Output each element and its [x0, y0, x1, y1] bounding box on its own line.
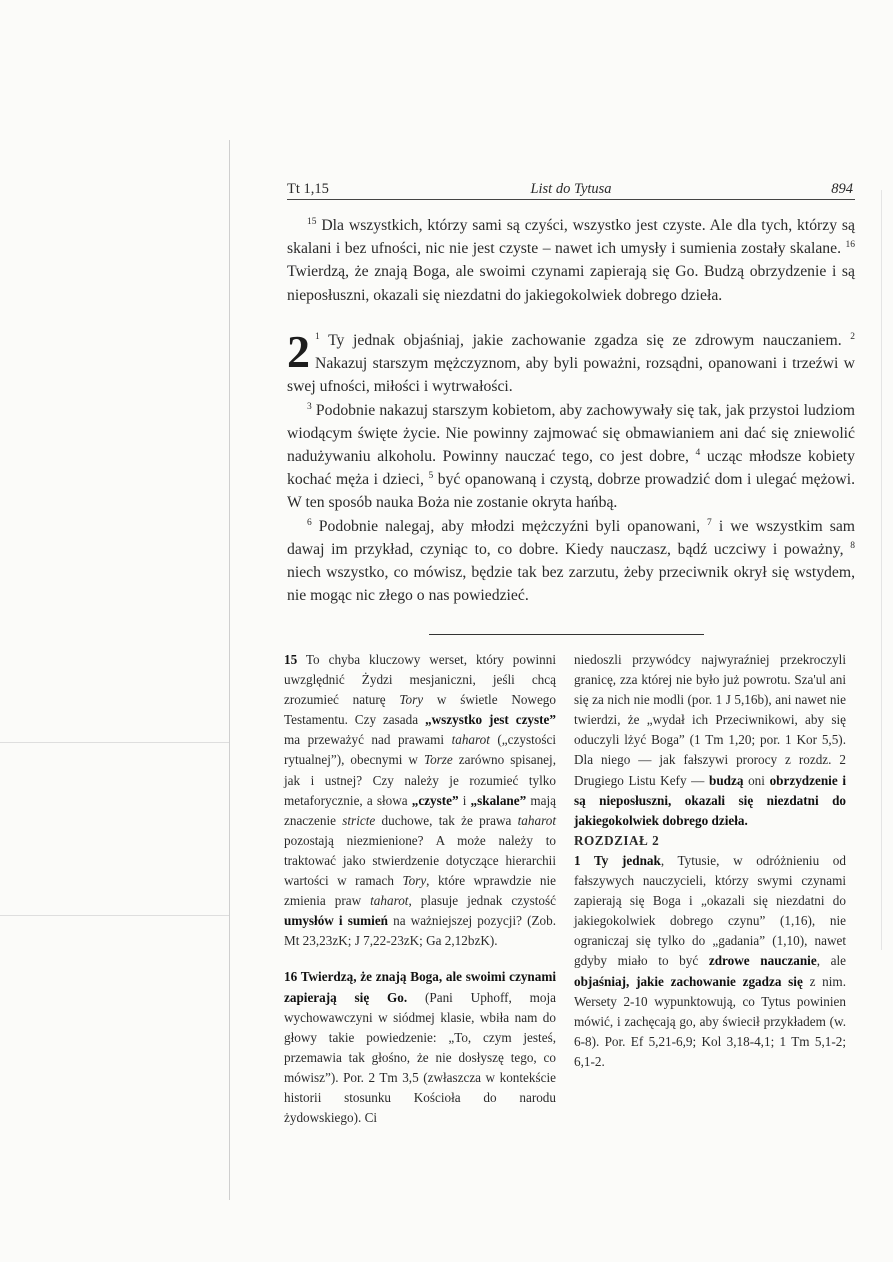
chapter-heading: ROZDZIAŁ 2 — [574, 832, 660, 848]
text-run: To chyba kluczowy werset, który powinni uwzględnić Żydzi mesjaniczni, jeśli chcą zrozumieć naturę — [284, 652, 556, 708]
text-run: Tory — [402, 873, 427, 889]
text-run: duchowe, tak że prawa — [375, 812, 518, 828]
commentary-note — [574, 650, 846, 831]
verse-number: 1 — [315, 331, 320, 342]
text-run: Tory — [399, 692, 424, 708]
text-run: być opanowaną i czystą, dobrze prowadzić dom i ulegać mężowi. W ten sposób nauka Boża nie zostanie okryta hańbą. — [287, 471, 855, 512]
text-run: , Tytusie, w odróżnieniu od fałszywych nauczycieli, którzy swymi czynami zapierają się Boga i „okazali się niezdatni do jakiegokolwiek dobrego czynu” (1,16), nie ograniczaj się tylko do „gadania” (1,10), nawet gdyby miało to być — [574, 852, 846, 969]
text-run: , plasuje jednak czystość — [408, 893, 556, 909]
text-run: ucząc młodsze kobiety kochać męża i dzieci, — [287, 448, 855, 489]
text-run: „czyste” — [411, 792, 459, 808]
commentary-note — [284, 967, 556, 1128]
text-run: , które wprawdzie nie zmienia praw — [284, 873, 556, 909]
verse-number: 16 — [845, 239, 855, 250]
text-run: Torze — [423, 752, 453, 768]
verse-number: 15 — [307, 216, 317, 227]
running-header — [287, 179, 855, 200]
text-run: zarówno spisanej, jak i ustnej? Czy należy je rozumieć tylko metaforycznie, a słowa — [284, 752, 556, 808]
chapter-2-text — [287, 326, 856, 607]
text-run: Ty jednak objaśniaj, jakie zachowanie zgadza się ze zdrowym nauczaniem. — [319, 332, 851, 349]
verse-number: 6 — [307, 517, 312, 528]
text-run: 1 Ty jednak — [574, 852, 661, 868]
text-run: w świetle Nowego Testamentu. Czy zasada — [284, 692, 556, 728]
verse-paragraph — [287, 399, 855, 515]
text-run: z nim. Wersety 2-10 wypunktowują, co Tytus powinien mówić, i zachęcają go, aby świecił przykładem (w. 6-8). Por. Ef 5,21-6,9; Kol 3,18-4,1; 1 Tm 5,1-2; 6,1-2. — [574, 973, 846, 1069]
text-run: na ważniejszej pozycji? (Zob. Mt 23,23zK; J 7,22-23zK; Ga 2,12bzK). — [284, 913, 556, 949]
text-run: zdrowe nauczanie — [708, 953, 817, 969]
commentary-left-column — [284, 650, 556, 1128]
footnote-separator — [429, 634, 704, 635]
verse-paragraph — [287, 515, 855, 608]
verse-number: 7 — [707, 517, 712, 528]
commentary-note — [574, 851, 846, 1072]
text-run: „skalane” — [470, 792, 527, 808]
scripture-text — [287, 214, 855, 307]
text-run: oni — [743, 772, 770, 788]
text-run: niedoszli przywódcy najwyraźniej przekroczyli granicę, zza której nie było już powrotu. Sza'ul ani się za nich nie modli (por. 1 J 5,16b), ani nawet nie twierdzi, że „wydał ich Przeciwnikowi, aby się oduczyli lżyć Boga” (1 Tm 1,20; por. 1 Kor 5,5). Dla niego — jak fałszywi prorocy z rozdz. 2 Drugiego Listu Kefy — — [574, 652, 846, 788]
verse-number: 2 — [850, 331, 855, 342]
verse-paragraph — [287, 326, 855, 399]
text-run: Podobnie nakazuj starszym kobietom, aby zachowywały się tak, jak przystoi ludziom wiodącym święte życie. Nie powinny zajmować się obmawianiem ani dać się zniewolić nadużywaniu alkoholu. Powinny nauczać tego, co jest dobre, — [287, 401, 855, 466]
commentary-right-column — [574, 650, 846, 1072]
page-number: 894 — [831, 181, 853, 197]
text-run: taharot — [451, 732, 490, 748]
text-run: pozostają niezmienione? A może należy to traktować jako stwierdzenie dotyczące hierarchii wartości w ramach — [284, 832, 556, 889]
edge-rule — [0, 742, 229, 743]
text-run: (Pani Uphoff, moja wychowawczyni w siódmej klasie, wbiła nam do głowy takie powiedzenie: „To, czym jesteś, przemawia tak głośno, że nie dosłyszę tego, co mówisz”). Por. 2 Tm 3,5 (zwłaszcza w kontekście historii stosunku Kościoła do narodu żydowskiego). Ci — [284, 989, 557, 1126]
verse-runs — [287, 326, 855, 396]
text-run: Podobnie nalegaj, aby młodzi mężczyźni byli opanowani, — [311, 517, 708, 535]
text-run: mają znaczenie — [284, 792, 556, 828]
text-run: Nakazuj starszym mężczyznom, aby byli poważni, rozsądni, opanowani i trzeźwi w swej ufności, miłości i wytrwałości. — [287, 355, 855, 396]
text-run: taharot — [370, 893, 409, 909]
text-run: stricte — [342, 812, 376, 828]
verse-number: 3 — [307, 401, 312, 412]
text-run: „wszystko jest czyste” — [425, 712, 556, 728]
verse-number: 8 — [850, 540, 855, 551]
text-run: 16 Twierdzą, że znają Boga, ale swoimi czynami zapierają się Go. — [284, 969, 556, 1005]
text-run: ma przeważyć nad prawami — [284, 732, 452, 748]
verse-number: 4 — [695, 447, 701, 458]
text-run: i we wszystkim sam dawaj im przykład, czyniąc to, co dobre. Kiedy nauczasz, bądź uczciwy i poważny, — [287, 517, 856, 558]
verse-number: 5 — [428, 470, 434, 481]
text-run: 15 — [284, 652, 298, 667]
commentary-note — [284, 650, 556, 951]
text-run: budzą — [709, 772, 744, 788]
binding-margin-line — [229, 140, 230, 1200]
chapter-number: 2 — [287, 326, 310, 377]
verse-paragraph — [287, 214, 855, 307]
text-run: („czystości rytualnej”), obecnymi w — [284, 732, 556, 768]
page-edge — [881, 190, 882, 950]
text-run: Twierdzą, że znają Boga, ale swoimi czynami zapierają się Go. Budzą obrzydzenie i są nieposłuszni, okazali się niezdatni do jakiegokolwiek dobrego dzieła. — [287, 263, 855, 304]
text-run: umysłów i sumień — [284, 913, 389, 929]
text-run: obrzydzenie i są nieposłuszni, okazali się niezdatni do jakiegokolwiek dobrego dzieła. — [574, 772, 846, 828]
text-run: Dla wszystkich, którzy sami są czyści, wszystko jest czyste. Ale dla tych, którzy są skalani i bez ufności, nic nie jest czyste – nawet ich umysły i sumienia zostały skalane. — [287, 217, 855, 258]
text-run: niech wszystko, co mówisz, będzie tak bez zarzutu, żeby przeciwnik okrył się wstydem, nie mogąc nic złego o nas powiedzieć. — [287, 564, 855, 605]
edge-rule — [0, 915, 229, 916]
header-reference: Tt 1,15 — [287, 181, 329, 197]
text-run: objaśniaj, jakie zachowanie zgadza się — [574, 973, 803, 989]
text-run: i — [458, 792, 471, 808]
header-title: List do Tytusa — [530, 181, 612, 197]
text-run: , ale — [816, 953, 846, 969]
text-run: taharot — [517, 812, 556, 828]
